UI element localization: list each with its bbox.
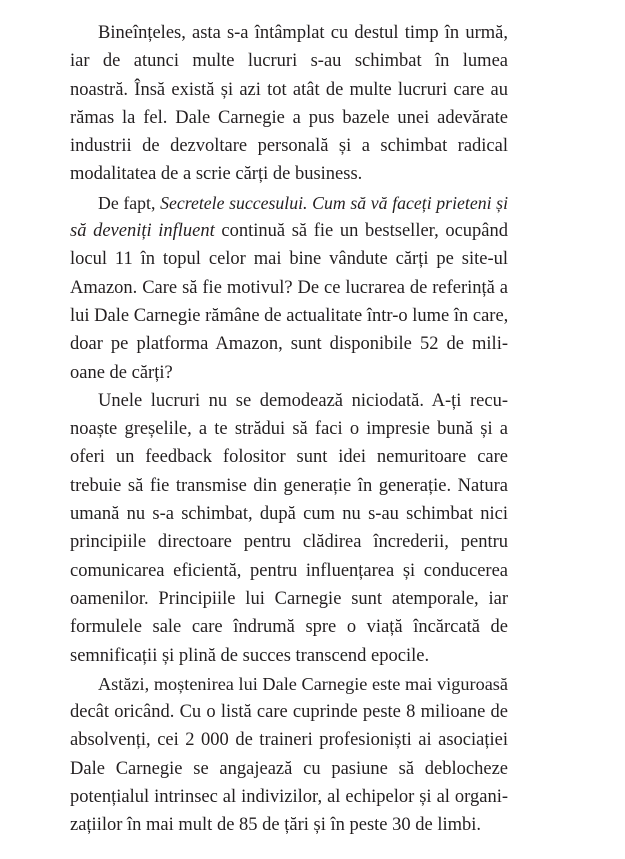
text-segment: principiile directoare pentru clădirea încrederii, pentru [70,532,508,553]
text-line [70,160,508,188]
text-segment: decât oricând. Cu o listă care cuprinde peste 8 milioane de [70,702,508,723]
text-segment: Amazon. Care să fie motivul? De ce lucrarea de referință a [70,277,508,298]
text-segment: noaște greșelile, a te strădui să faci o impresie bună și a [70,419,508,440]
text-segment: Dale Carnegie se angajează cu pasiune să deblocheze [70,758,508,779]
text-segment: doar pe platforma Amazon, sunt disponibile 52 de mili- [70,334,508,355]
text-line [70,642,508,670]
text-segment: noastră. Însă există și azi tot atât de multe lucruri care au [70,79,508,100]
text-line [70,670,508,698]
text-line [70,330,508,358]
text-segment: formulele sale care îndrumă spre o viață încărcată de [70,617,508,638]
text-segment: modalitatea de a scrie cărți de business. [70,164,363,185]
text-segment: oane de cărți? [70,362,173,383]
text-segment: Unele lucruri nu se demodează niciodată. A-ți recu- [98,390,508,411]
text-line [70,76,508,104]
text-line [70,585,508,613]
text-segment: oferi un feedback folositor sunt idei nemuritoare care [70,447,508,468]
text-segment: oamenilor. Principiile lui Carnegie sunt atemporale, iar [70,588,508,609]
text-line [70,415,508,443]
text-segment: rămas la fel. Dale Carnegie a pus bazele unei adevărate [70,107,508,128]
text-segment: industrii de dezvoltare personală și a schimbat radical [70,136,508,157]
document-page [70,19,508,840]
text-line [70,217,508,245]
text-segment: potențialul intrinsec al indivizilor, al echipelor și al organi- [70,787,508,808]
text-line [70,528,508,556]
text-segment: De fapt, [98,192,161,213]
text-line [70,47,508,75]
text-line [70,104,508,132]
text-segment: continuă să fie un bestseller, ocupând [214,221,509,242]
text-line [70,500,508,528]
text-line [70,19,508,47]
paragraph [70,19,508,189]
text-line [70,359,508,387]
text-segment: umană nu s-a schimbat, după cum nu s-au schimbat nici [70,504,508,525]
text-line [70,472,508,500]
text-segment: comunicarea eficientă, pentru influențarea și conducerea [70,560,508,581]
text-line [70,245,508,273]
text-line [70,132,508,160]
text-segment: absolvenți, cei 2 000 de traineri profesioniști ai asociației [70,730,508,751]
text-segment: semnificații și plină de succes transcend epocile. [70,645,430,666]
text-segment: Astăzi, moștenirea lui Dale Carnegie este mai viguroasă [98,673,508,694]
text-segment: lui Dale Carnegie rămâne de actualitate într-o lume în care, [70,305,509,326]
text-line [70,302,508,330]
italic-book-title: să deveniți influent [70,221,215,242]
text-line [70,189,508,217]
paragraph [70,387,508,670]
text-line [70,698,508,726]
text-line [70,557,508,585]
text-segment: locul 11 în topul celor mai bine vândute cărți pe site-ul [70,249,508,270]
italic-book-title: Secretele succesului. Cum să vă faceți prieteni și [160,192,509,213]
text-line [70,783,508,811]
text-segment: Bineînțeles, asta s-a întâmplat cu destul timp în urmă, [98,23,508,43]
text-line [70,726,508,754]
text-line [70,755,508,783]
text-segment: iar de atunci multe lucruri s-au schimbat în lumea [70,51,508,72]
text-line [70,387,508,415]
text-segment: trebuie să fie transmise din generație în generație. Natura [70,475,508,496]
paragraph [70,189,508,387]
text-segment: zațiilor în mai mult de 85 de țări și în peste 30 de limbi. [70,815,482,836]
text-line [70,613,508,641]
text-line [70,443,508,471]
paragraph [70,670,508,840]
text-line [70,811,508,839]
text-line [70,274,508,302]
